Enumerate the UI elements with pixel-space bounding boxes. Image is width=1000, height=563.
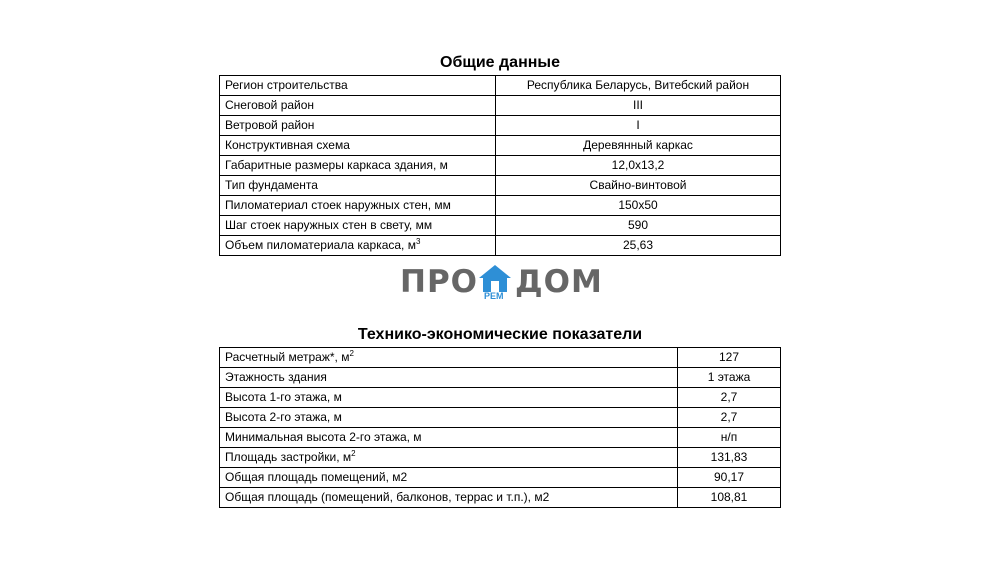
row-label: Этажность здания <box>220 368 678 388</box>
row-value: 127 <box>678 348 781 368</box>
row-value: I <box>496 116 781 136</box>
row-value: 2,7 <box>678 408 781 428</box>
row-value: Республика Беларусь, Витебский район <box>496 76 781 96</box>
row-label: Высота 2-го этажа, м <box>220 408 678 428</box>
row-label: Высота 1-го этажа, м <box>220 388 678 408</box>
row-value: 131,83 <box>678 448 781 468</box>
row-label <box>220 236 496 256</box>
table-row <box>220 468 781 488</box>
unit-superscript: 2 <box>349 349 354 358</box>
general-data-title: Общие данные <box>440 54 560 71</box>
row-value: III <box>496 96 781 116</box>
table-row <box>220 388 781 408</box>
row-label-text: Объем пиломатериала каркаса, м <box>225 238 416 252</box>
row-label: Конструктивная схема <box>220 136 496 156</box>
row-label: Минимальная высота 2-го этажа, м <box>220 428 678 448</box>
table-row <box>220 408 781 428</box>
table-row <box>220 428 781 448</box>
table-row <box>220 488 781 508</box>
row-value: 1 этажа <box>678 368 781 388</box>
table-row <box>220 196 781 216</box>
table-row <box>220 116 781 136</box>
row-label-text: Расчетный метраж*, м <box>225 350 350 364</box>
row-label: Тип фундамента <box>220 176 496 196</box>
row-value: 108,81 <box>678 488 781 508</box>
prodom-logo <box>400 262 603 302</box>
row-label: Регион строительства <box>220 76 496 96</box>
table-row <box>220 156 781 176</box>
row-label: Шаг стоек наружных стен в свету, мм <box>220 216 496 236</box>
row-value: 25,63 <box>496 236 781 256</box>
table-row <box>220 76 781 96</box>
row-label <box>220 348 678 368</box>
unit-superscript: 3 <box>415 237 421 246</box>
row-value: 12,0х13,2 <box>496 156 781 176</box>
row-label-text: Площадь застройки, м <box>225 450 352 464</box>
general-data-table <box>219 75 781 256</box>
row-value: 2,7 <box>678 388 781 408</box>
table-row <box>220 368 781 388</box>
row-label: Ветровой район <box>220 116 496 136</box>
table-row <box>220 176 781 196</box>
table-row <box>220 348 781 368</box>
row-value: 590 <box>496 216 781 236</box>
row-label: Габаритные размеры каркаса здания, м <box>220 156 496 176</box>
indicators-title: Технико-экономические показатели <box>357 326 643 343</box>
unit-superscript: 2 <box>351 449 356 458</box>
logo-right-text: ДОМ <box>515 264 603 300</box>
row-label: Пиломатериал стоек наружных стен, мм <box>220 196 496 216</box>
row-label <box>220 448 678 468</box>
row-label: Общая площадь (помещений, балконов, террас и т.п.), м2 <box>220 488 678 508</box>
indicators-table <box>219 347 781 508</box>
row-value: 90,17 <box>678 468 781 488</box>
house-icon <box>478 264 512 294</box>
row-label: Снеговой район <box>220 96 496 116</box>
row-label: Общая площадь помещений, м2 <box>220 468 678 488</box>
row-value: 150х50 <box>496 196 781 216</box>
row-value: Деревянный каркас <box>496 136 781 156</box>
logo-sub-text: РЕМ <box>484 291 504 301</box>
row-value: н/п <box>678 428 781 448</box>
table-row <box>220 236 781 256</box>
table-row <box>220 448 781 468</box>
table-row <box>220 136 781 156</box>
table-row <box>220 96 781 116</box>
table-row <box>220 216 781 236</box>
row-value: Свайно-винтовой <box>496 176 781 196</box>
logo-left-text: ПРО <box>400 264 479 300</box>
